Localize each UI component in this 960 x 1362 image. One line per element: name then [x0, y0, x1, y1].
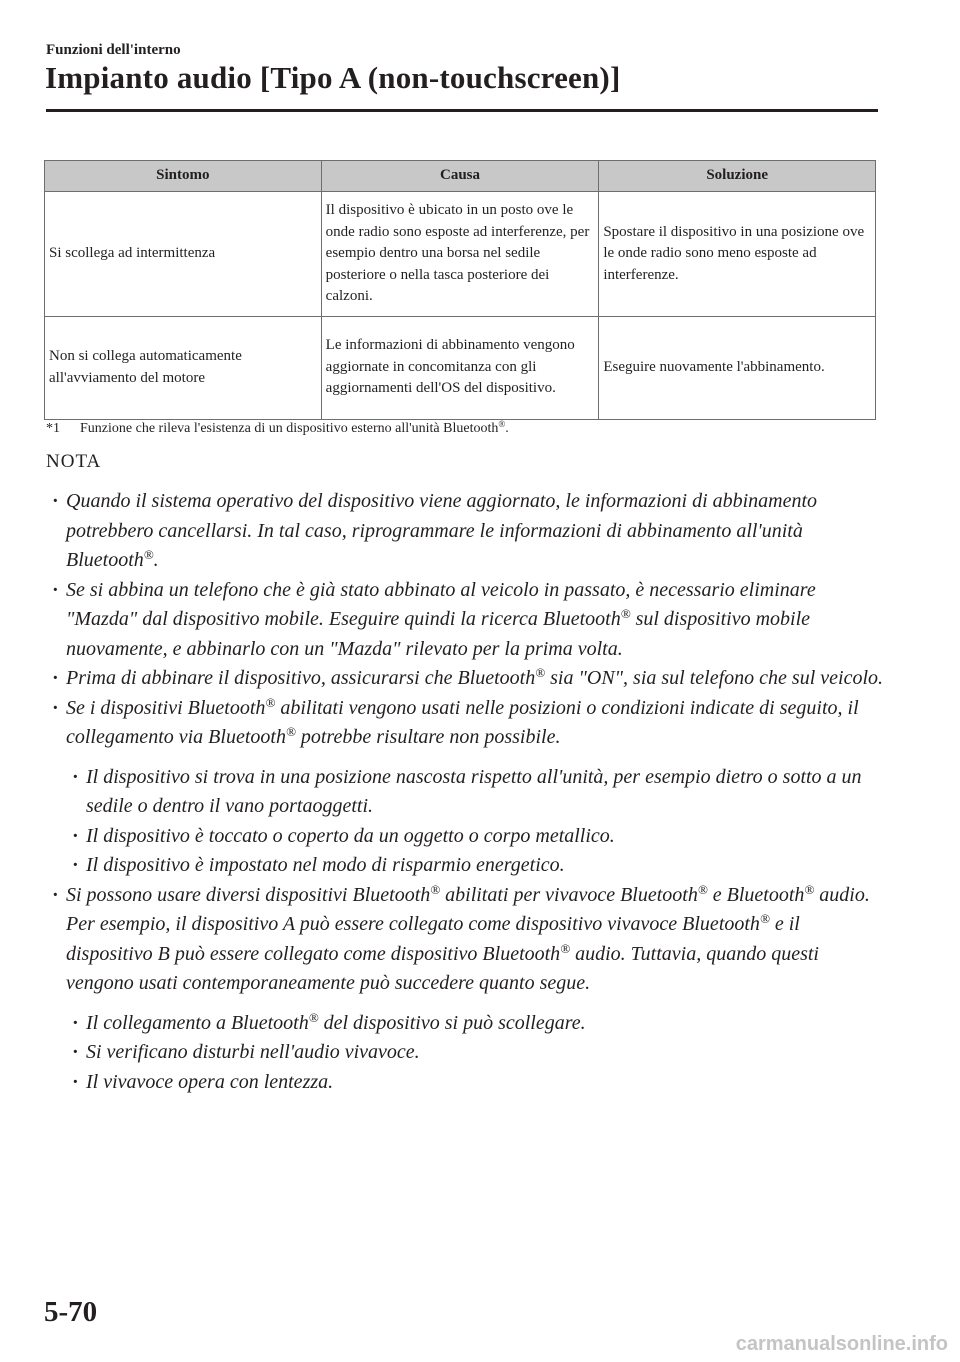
note-item: · Quando il sistema operativo del dispositivo viene aggiornato, le informazioni di abbinamento potrebbero cancellarsi. In tal caso, riprogrammare le informazioni di abbinamento all'unità Bluetooth®. — [46, 487, 886, 576]
footnote-marker: *1 — [46, 421, 60, 436]
registered-mark: ® — [759, 910, 770, 926]
footnote-text: Funzione che rileva l'esistenza di un dispositivo esterno all'unità Bluetooth — [80, 421, 499, 436]
column-header-causa: Causa — [321, 161, 599, 192]
note-item: · Si possono usare diversi dispositivi Bluetooth® abilitati per vivavoce Bluetooth® e Bluetooth® audio. Per esempio, il dispositivo A può essere collegato come dispositivo vivavoce Bluetooth® e il dispositivo B può essere collegato come dispositivo Bluetooth® audio. Tuttavia, quando questi vengono usati contemporaneamente può succedere quanto segue. — [46, 881, 886, 999]
cell-sintomo: Si scollega ad intermittenza — [45, 192, 322, 317]
table-row — [45, 192, 876, 317]
column-header-sintomo: Sintomo — [45, 161, 322, 192]
registered-mark: ® — [697, 881, 708, 897]
registered-mark: ® — [285, 723, 296, 739]
note-item: · Se i dispositivi Bluetooth® abilitati vengono usati nelle posizioni o condizioni indicate di seguito, il collegamento via Bluetooth® potrebbe risultare non possibile. — [46, 694, 886, 753]
footnote: *1 Funzione che rileva l'esistenza di un dispositivo esterno all'unità Bluetooth®. — [46, 419, 509, 436]
cell-soluzione: Spostare il dispositivo in una posizione ove le onde radio sono meno esposte ad interferenze. — [599, 192, 876, 317]
registered-mark: ® — [265, 694, 276, 710]
cell-soluzione: Eseguire nuovamente l'abbinamento. — [599, 316, 876, 419]
note-sub-item: · Si verificano disturbi nell'audio vivavoce. — [46, 1038, 886, 1068]
registered-mark: ® — [308, 1009, 319, 1025]
cell-sintomo: Non si collega automaticamente all'avviamento del motore — [45, 316, 322, 419]
note-sub-item: · Il dispositivo è toccato o coperto da un oggetto o corpo metallico. — [46, 822, 886, 852]
registered-mark: ® — [143, 546, 154, 562]
note-heading: NOTA — [46, 451, 102, 472]
page-number: 5-70 — [44, 1296, 98, 1328]
note-sub-item: · Il dispositivo è impostato nel modo di risparmio energetico. — [46, 851, 886, 881]
note-item: · Se si abbina un telefono che è già stato abbinato al veicolo in passato, è necessario eliminare "Mazda" dal dispositivo mobile. Eseguire quindi la ricerca Bluetooth® sul dispositivo mobile nuovamente, e abbinarlo con un "Mazda" rilevato per la prima volta. — [46, 576, 886, 665]
title-divider — [46, 109, 878, 112]
note-list — [46, 487, 886, 1097]
note-sub-item: · Il vivavoce opera con lentezza. — [46, 1068, 886, 1098]
registered-mark: ® — [560, 940, 571, 956]
registered-mark: ® — [498, 419, 506, 429]
troubleshooting-table — [44, 160, 876, 420]
column-header-soluzione: Soluzione — [599, 161, 876, 192]
cell-causa: Le informazioni di abbinamento vengono aggiornate in concomitanza con gli aggiornamenti dell'OS del dispositivo. — [321, 316, 599, 419]
watermark: carmanualsonline.info — [735, 1333, 948, 1355]
registered-mark: ® — [620, 605, 631, 621]
note-item: · Prima di abbinare il dispositivo, assicurarsi che Bluetooth® sia "ON", sia sul telefono che sul veicolo. — [46, 664, 886, 694]
table-row — [45, 316, 876, 419]
section-label: Funzioni dell'interno — [46, 42, 181, 58]
cell-causa: Il dispositivo è ubicato in un posto ove le onde radio sono esposte ad interferenze, per esempio dentro una borsa nel sedile posteriore o nella tasca posteriore dei calzoni. — [321, 192, 599, 317]
table-header-row — [45, 161, 876, 192]
registered-mark: ® — [804, 881, 815, 897]
note-sub-item: · Il collegamento a Bluetooth® del dispositivo si può scollegare. — [46, 1009, 886, 1039]
registered-mark: ® — [535, 664, 546, 680]
note-sub-item: · Il dispositivo si trova in una posizione nascosta rispetto all'unità, per esempio dietro o sotto a un sedile o dentro il vano portaoggetti. — [46, 763, 886, 822]
page-title: Impianto audio [Tipo A (non-touchscreen)] — [45, 60, 621, 95]
registered-mark: ® — [430, 881, 441, 897]
